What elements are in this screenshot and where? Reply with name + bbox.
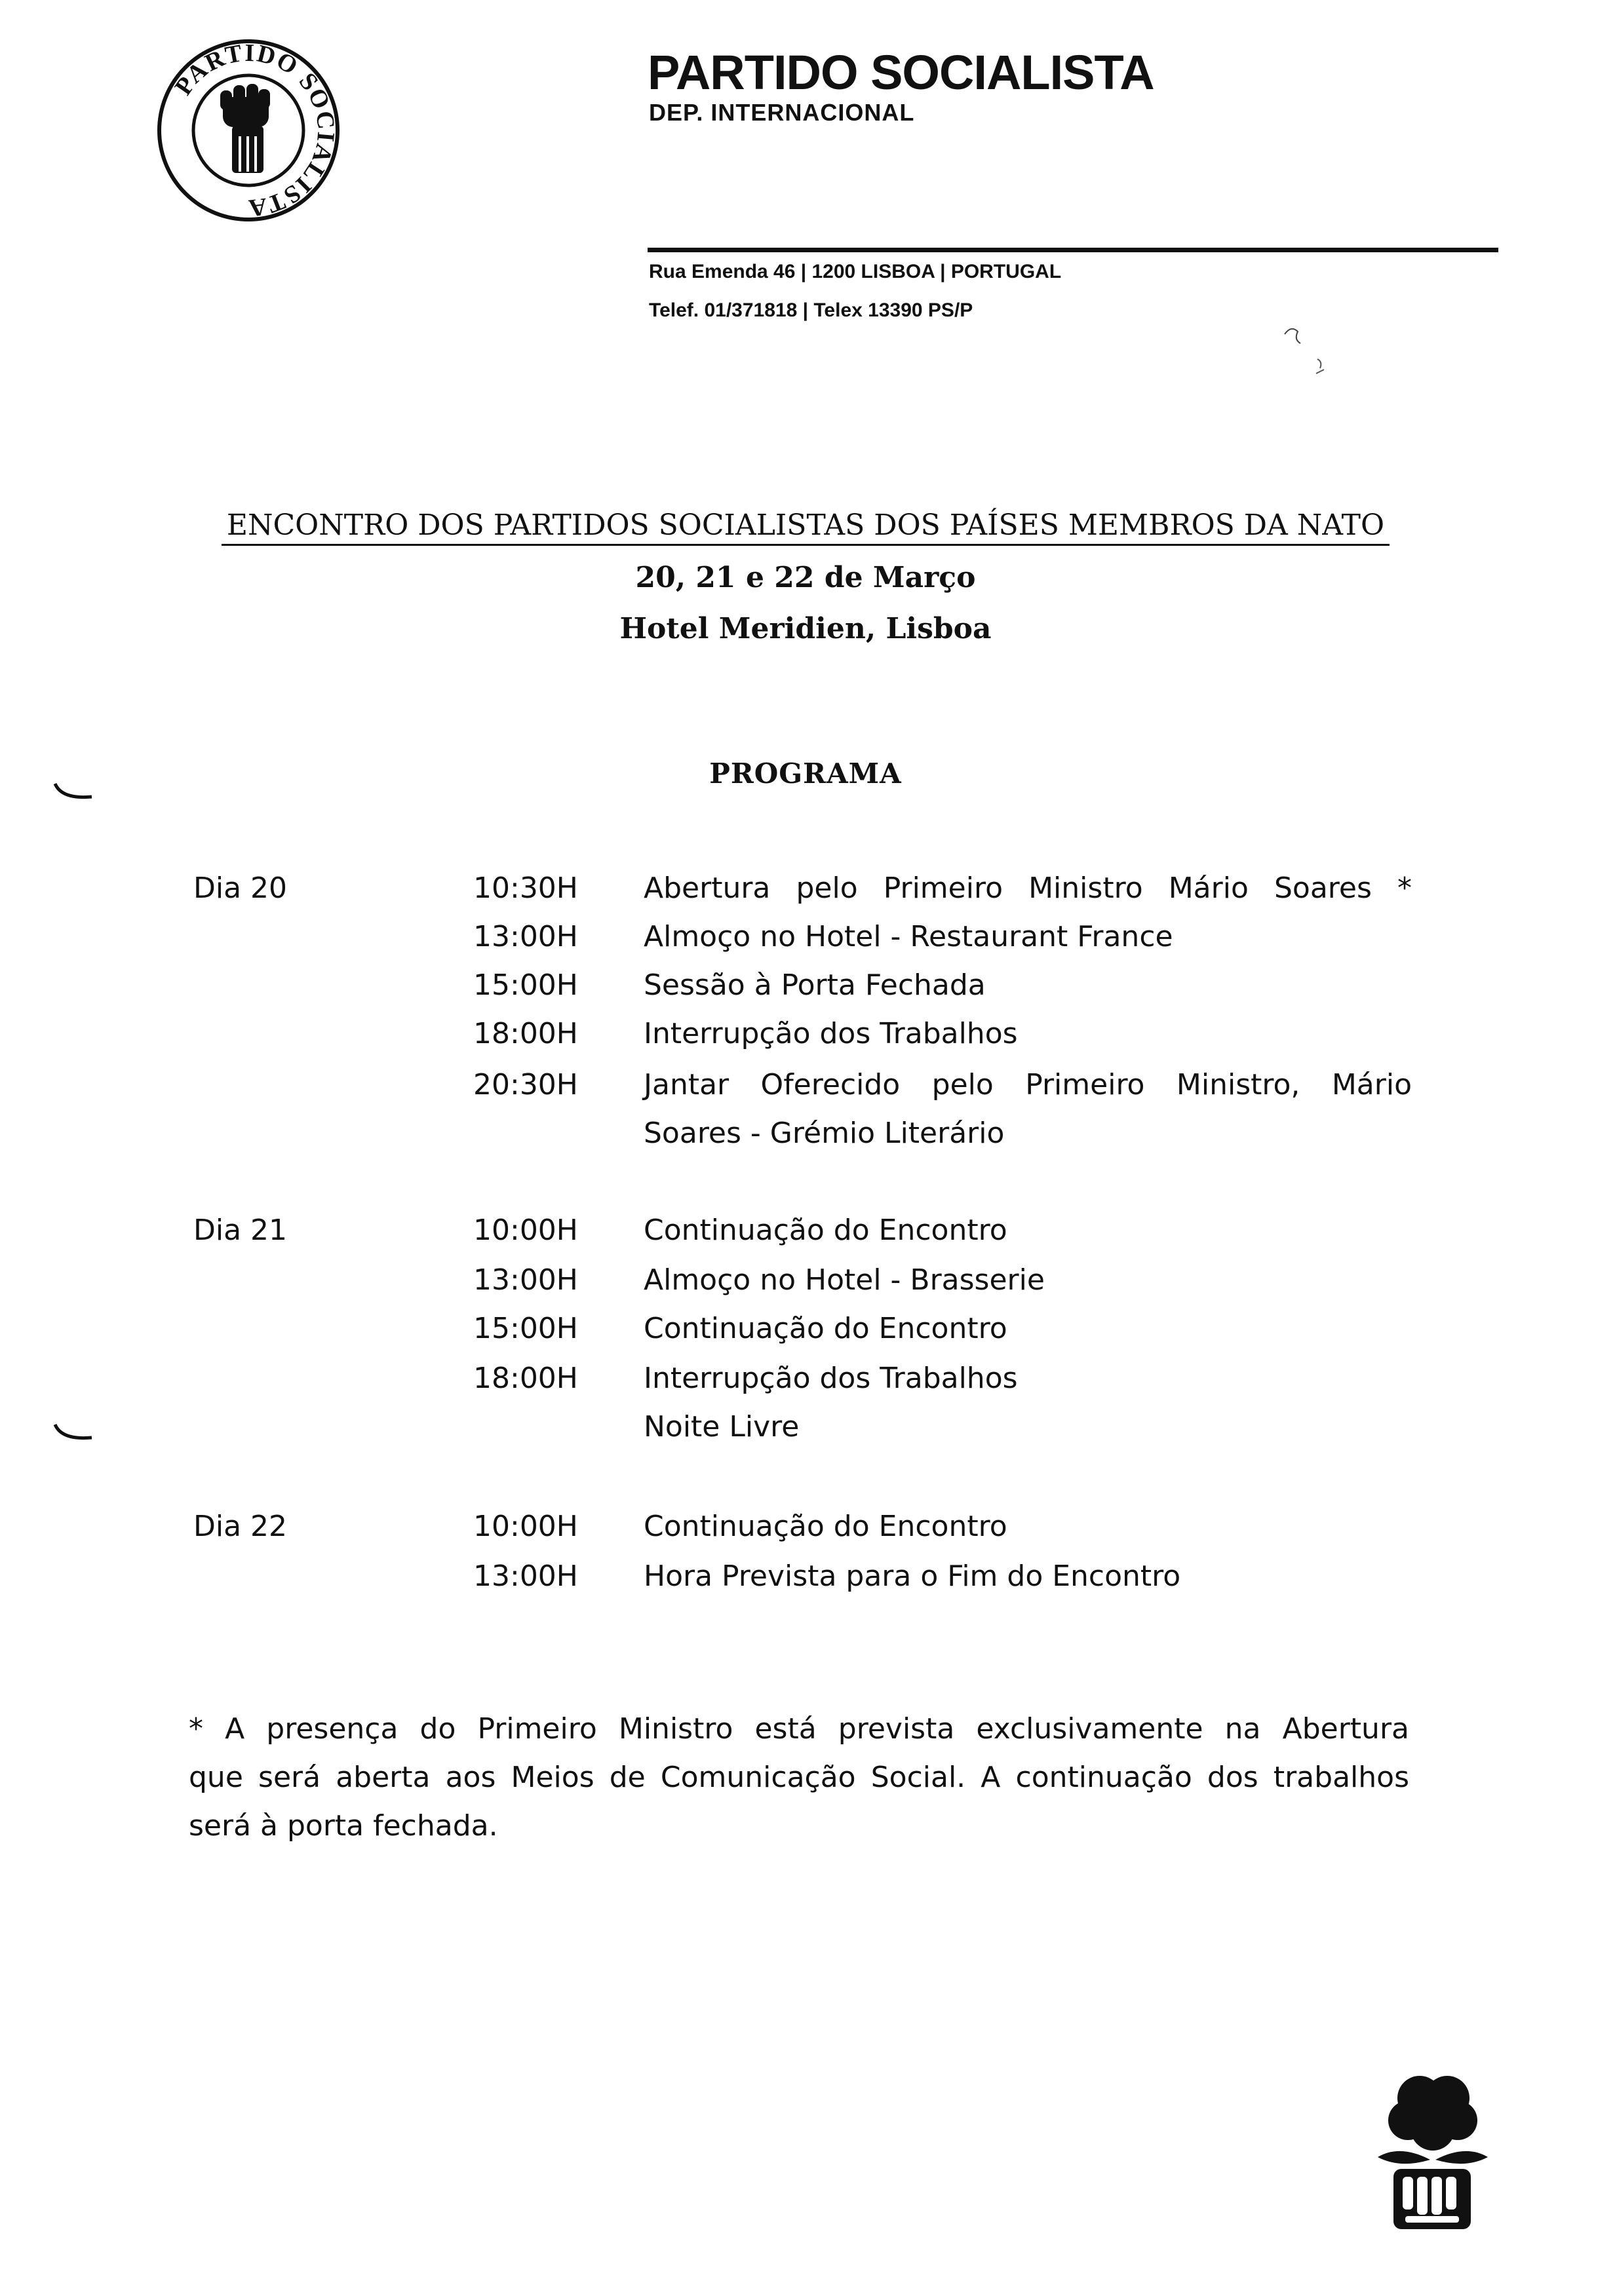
letterhead-rule <box>648 248 1498 252</box>
schedule-time: 13:00H <box>473 1263 578 1297</box>
program-heading: PROGRAMA <box>709 757 902 790</box>
title-underline <box>222 544 1390 546</box>
schedule-activity: Continuação do Encontro <box>644 1510 1007 1543</box>
event-title: ENCONTRO DOS PARTIDOS SOCIALISTAS DOS PAÍSES MEMBROS DA NATO <box>226 508 1385 542</box>
schedule-activity: Almoço no Hotel - Brasserie <box>644 1263 1045 1297</box>
event-dates: 20, 21 e 22 de Março <box>635 561 976 594</box>
schedule-activity: Sessão à Porta Fechada <box>644 968 986 1002</box>
department-name: DEP. INTERNACIONAL <box>649 99 915 126</box>
schedule-time: 10:00H <box>473 1214 578 1247</box>
day-label: Dia 22 <box>193 1510 288 1543</box>
schedule-activity: Continuação do Encontro <box>644 1214 1007 1247</box>
handwritten-mark-icon <box>1278 308 1337 380</box>
rose-fist-emblem-icon <box>1374 2071 1492 2236</box>
day-label: Dia 21 <box>193 1214 288 1247</box>
schedule-time: 18:00H <box>473 1017 578 1050</box>
svg-text:PARTIDO SOCIALISTA: PARTIDO SOCIALISTA <box>169 39 340 222</box>
footnote-line: será à porta fechada. <box>189 1809 498 1843</box>
address-line: Rua Emenda 46 | 1200 LISBOA | PORTUGAL <box>649 261 1062 282</box>
party-logo <box>156 38 341 223</box>
schedule-time: 10:00H <box>473 1510 578 1543</box>
schedule-activity-continuation: Soares - Grémio Literário <box>644 1117 1005 1150</box>
schedule-activity: Hora Prevista para o Fim do Encontro <box>644 1559 1181 1593</box>
schedule-activity: Continuação do Encontro <box>644 1312 1007 1345</box>
schedule-activity: Interrupção dos Trabalhos <box>644 1362 1018 1395</box>
schedule-time: 13:00H <box>473 920 578 953</box>
footnote-line: * A presença do Primeiro Ministro está prevista exclusivamente na Abertura <box>189 1712 1409 1746</box>
event-venue: Hotel Meridien, Lisboa <box>619 612 992 645</box>
footnote <box>189 1705 1409 1850</box>
organization-name: PARTIDO SOCIALISTA <box>648 45 1154 100</box>
punch-hole-mark-icon <box>52 1421 98 1447</box>
schedule-activity: Interrupção dos Trabalhos <box>644 1017 1018 1050</box>
schedule-activity: Abertura pelo Primeiro Ministro Mário Soares * <box>644 871 1412 905</box>
day-label: Dia 20 <box>193 871 288 905</box>
footnote-line: que será aberta aos Meios de Comunicação Social. A continuação dos trabalhos <box>189 1761 1409 1794</box>
phone-telex-line: Telef. 01/371818 | Telex 13390 PS/P <box>649 299 973 321</box>
punch-hole-mark-icon <box>52 780 98 806</box>
schedule-time: 10:30H <box>473 871 578 905</box>
schedule-time: 20:30H <box>473 1068 578 1101</box>
schedule-activity: Almoço no Hotel - Restaurant France <box>644 920 1173 953</box>
schedule-time: 18:00H <box>473 1362 578 1395</box>
schedule-time: 15:00H <box>473 1312 578 1345</box>
schedule-time: 13:00H <box>473 1559 578 1593</box>
schedule-activity-continuation: Noite Livre <box>644 1410 800 1444</box>
schedule-time: 15:00H <box>473 968 578 1002</box>
fist-emblem-icon <box>156 38 341 223</box>
schedule-activity: Jantar Oferecido pelo Primeiro Ministro, Mário <box>644 1068 1412 1101</box>
